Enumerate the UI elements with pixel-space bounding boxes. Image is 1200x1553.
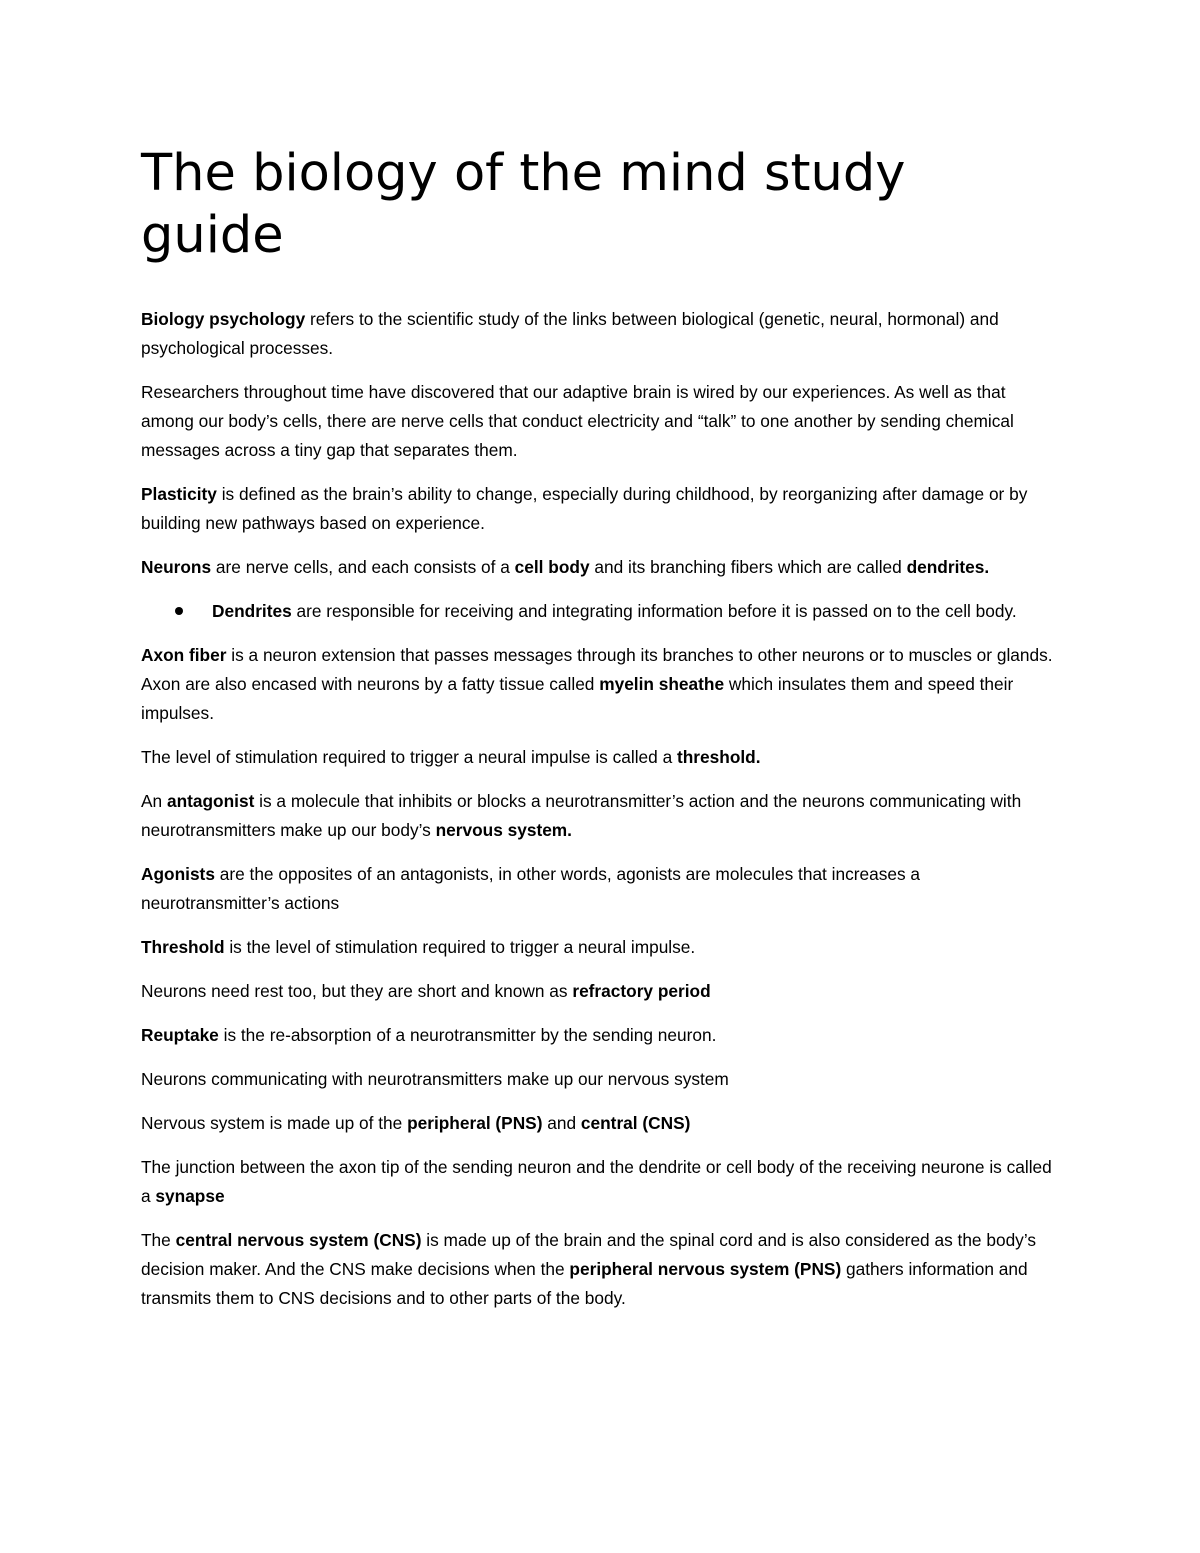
term-agonists: Agonists: [141, 864, 215, 884]
term-peripheral: peripheral (PNS): [407, 1113, 543, 1133]
paragraph-threshold: [141, 933, 1061, 962]
body-text: The junction between the axon tip of the sending neuron and the dendrite or cell body of the receiving neurone is called a: [141, 1157, 1052, 1206]
page-title: The biology of the mind study guide: [141, 144, 906, 265]
paragraph-agonists: [141, 860, 1061, 918]
term-cell-body: cell body: [514, 557, 590, 577]
paragraph-threshold-level: [141, 743, 1061, 772]
term-synapse: synapse: [155, 1186, 225, 1206]
definition-text: is the level of stimulation required to trigger a neural impulse.: [224, 937, 696, 957]
definition-text: is defined as the brain’s ability to change, especially during childhood, by reorganizing after damage or by building new pathways based on experience.: [141, 484, 1028, 533]
body-text: The: [141, 1230, 176, 1250]
term-neurons: Neurons: [141, 557, 212, 577]
paragraph-neurons-communicating: [141, 1065, 1061, 1094]
body-text: Nervous system is made up of the: [141, 1113, 408, 1133]
term-pns: peripheral nervous system (PNS): [569, 1259, 842, 1279]
bullet-list: [141, 597, 1061, 626]
paragraph-antagonist: [141, 787, 1061, 845]
term-myelin-sheathe: myelin sheathe: [599, 674, 725, 694]
definition-text: refers to the scientific study of the links between biological (genetic, neural, hormonal) and psychological processes.: [141, 309, 999, 358]
term-threshold-def: Threshold: [141, 937, 225, 957]
paragraph-nervous-system-parts: [141, 1109, 1061, 1138]
term-cns: central nervous system (CNS): [175, 1230, 422, 1250]
term-biology-psychology: Biology psychology: [141, 309, 306, 329]
body-text: An: [141, 791, 167, 811]
body-text: Neurons communicating with neurotransmitters make up our nervous system: [141, 1069, 729, 1089]
paragraph-plasticity: [141, 480, 1061, 538]
body-text: which insulates them and speed their impulses.: [141, 674, 1014, 723]
list-item-dendrites: [141, 597, 1061, 626]
body-text: Neurons need rest too, but they are short and known as: [141, 981, 573, 1001]
paragraph-reuptake: [141, 1021, 1061, 1050]
definition-text: are the opposites of an antagonists, in other words, agonists are molecules that increases a neurotransmitter’s actions: [141, 864, 921, 913]
document-body: [141, 143, 1061, 1328]
term-nervous-system: nervous system.: [435, 820, 572, 840]
body-text: Researchers throughout time have discovered that our adaptive brain is wired by our experiences. As well as that among our body’s cells, there are nerve cells that conduct electricity and “talk” to one another by sending chemical messages across a tiny gap that separates them.: [141, 382, 1014, 460]
paragraph-refractory: [141, 977, 1061, 1006]
body-text: and: [542, 1113, 581, 1133]
body-text: is a molecule that inhibits or blocks a neurotransmitter’s action and the neurons communicating with neurotransmitters make up our body’s: [141, 791, 1022, 840]
bullet-icon: [175, 607, 183, 615]
paragraph-neurons: [141, 553, 1061, 582]
term-dendrites: dendrites.: [906, 557, 990, 577]
term-central: central (CNS): [580, 1113, 691, 1133]
paragraph-cns: [141, 1226, 1061, 1313]
term-threshold: threshold.: [677, 747, 761, 767]
body-text: are nerve cells, and each consists of a: [211, 557, 515, 577]
body-text: gathers information and transmits them to CNS decisions and to other parts of the body.: [141, 1259, 1028, 1308]
term-plasticity: Plasticity: [141, 484, 217, 504]
body-text: and its branching fibers which are called: [589, 557, 907, 577]
paragraph-axon-fiber: [141, 641, 1061, 728]
paragraph-biology-psychology: [141, 305, 1061, 363]
body-text: is a neuron extension that passes messages through its branches to other neurons or to muscles or glands. Axon are also encased with neurons by a fatty tissue called: [141, 645, 1053, 694]
term-dendrites-bullet: Dendrites: [212, 601, 292, 621]
body-text: is made up of the brain and the spinal cord and is also considered as the body’s decision maker. And the CNS make decisions when the: [141, 1230, 1036, 1279]
term-antagonist: antagonist: [166, 791, 255, 811]
term-axon-fiber: Axon fiber: [141, 645, 227, 665]
term-refractory-period: refractory period: [572, 981, 711, 1001]
paragraph-researchers: [141, 378, 1061, 465]
paragraph-synapse: [141, 1153, 1061, 1211]
definition-text: is the re-absorption of a neurotransmitter by the sending neuron.: [218, 1025, 717, 1045]
body-text: The level of stimulation required to trigger a neural impulse is called a: [141, 747, 677, 767]
definition-text: are responsible for receiving and integrating information before it is passed on to the cell body.: [291, 601, 1017, 621]
term-reuptake: Reuptake: [141, 1025, 219, 1045]
